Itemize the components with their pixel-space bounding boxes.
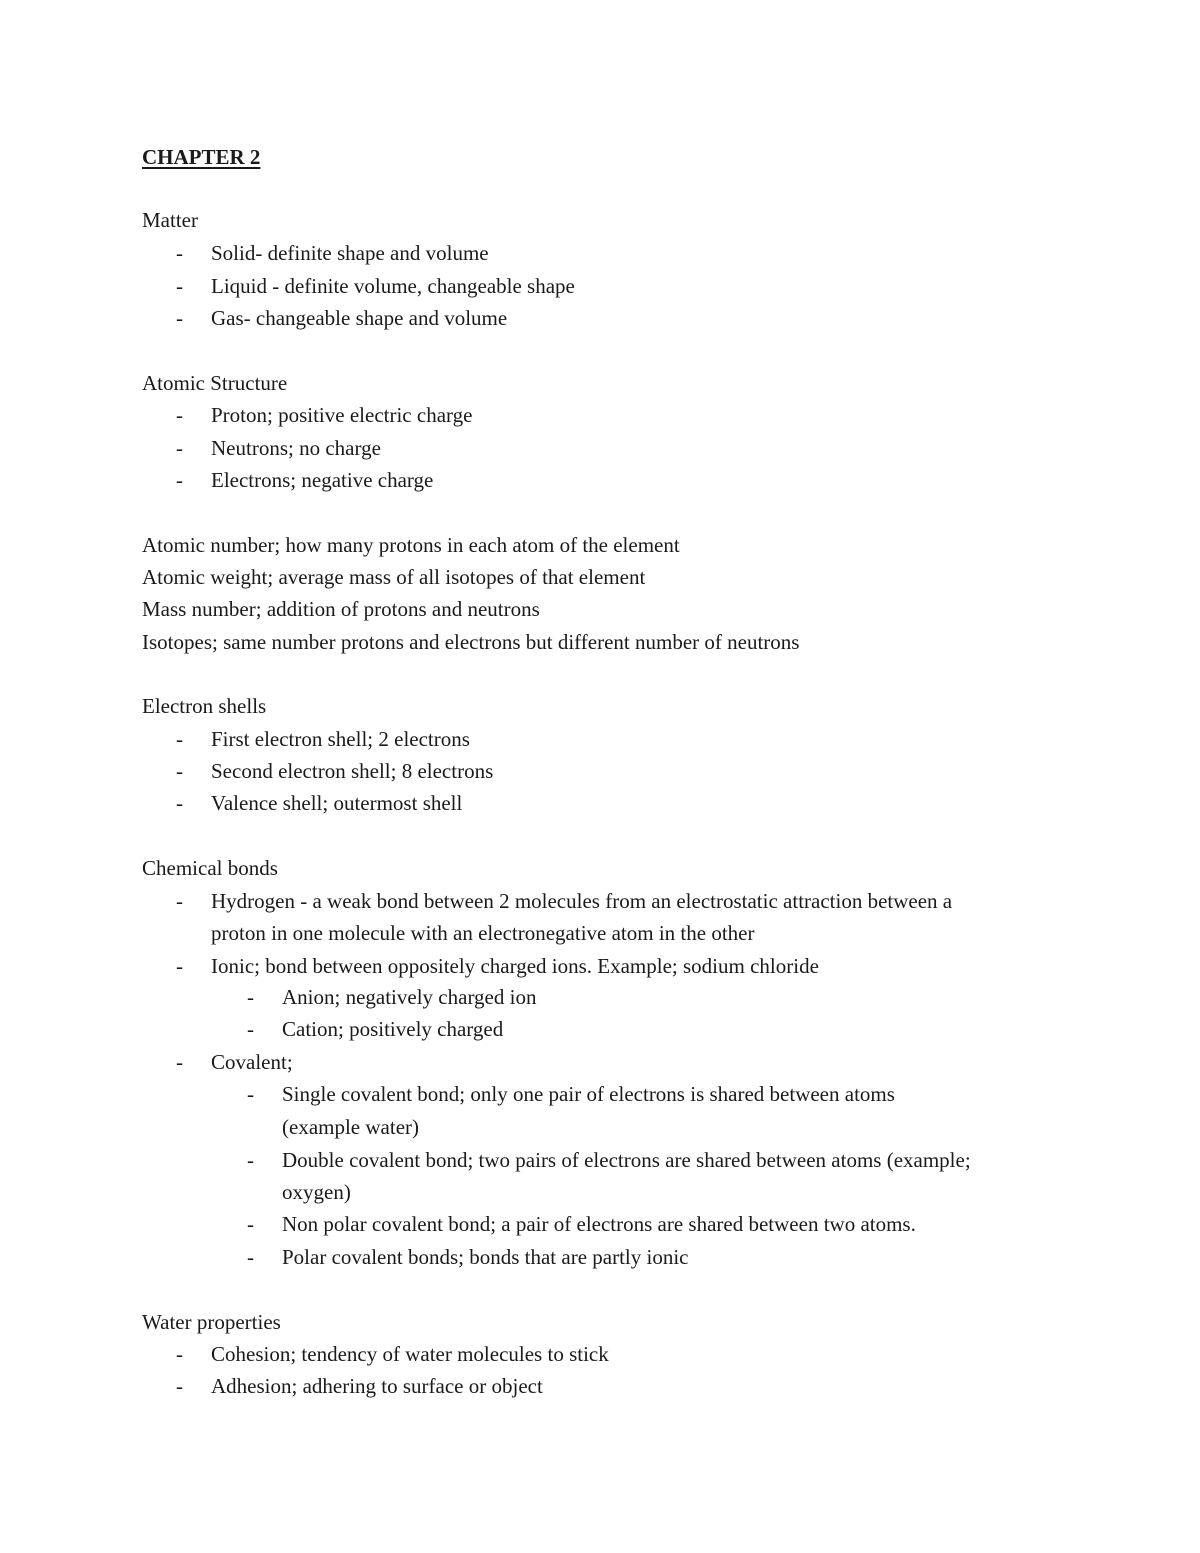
sub-list-item-continuation: oxygen) xyxy=(282,1180,351,1204)
bullet-dash: - xyxy=(176,759,183,783)
list-item-continuation: proton in one molecule with an electronegative atom in the other xyxy=(211,921,755,945)
list-item: Valence shell; outermost shell xyxy=(211,791,463,815)
bullet-dash: - xyxy=(247,985,254,1009)
list-item: Proton; positive electric charge xyxy=(211,403,473,427)
bullet-dash: - xyxy=(247,1245,254,1269)
list-item: Hydrogen - a weak bond between 2 molecules from an electrostatic attraction between a xyxy=(211,889,953,913)
definition-line: Mass number; addition of protons and neutrons xyxy=(142,597,540,621)
bullet-dash: - xyxy=(176,468,183,492)
bullet-dash: - xyxy=(176,954,183,978)
definition-line: Atomic number; how many protons in each atom of the element xyxy=(142,533,680,557)
sub-list-item: Double covalent bond; two pairs of electrons are shared between atoms (example; xyxy=(282,1148,971,1172)
bullet-dash: - xyxy=(176,403,183,427)
page-title: CHAPTER 2 xyxy=(142,145,261,169)
bullet-dash: - xyxy=(176,727,183,751)
sub-list-item: Non polar covalent bond; a pair of electrons are shared between two atoms. xyxy=(282,1212,916,1236)
section-heading-water-properties: Water properties xyxy=(142,1310,281,1334)
section-heading-matter: Matter xyxy=(142,208,198,232)
bullet-dash: - xyxy=(176,1374,183,1398)
list-item: Liquid - definite volume, changeable shape xyxy=(211,274,575,298)
bullet-dash: - xyxy=(176,889,183,913)
bullet-dash: - xyxy=(176,274,183,298)
list-item: Electrons; negative charge xyxy=(211,468,434,492)
bullet-dash: - xyxy=(176,306,183,330)
section-heading-chemical-bonds: Chemical bonds xyxy=(142,856,278,880)
list-item: Ionic; bond between oppositely charged ions. Example; sodium chloride xyxy=(211,954,819,978)
bullet-dash: - xyxy=(176,791,183,815)
bullet-dash: - xyxy=(176,1050,183,1074)
sub-list-item: Anion; negatively charged ion xyxy=(282,985,537,1009)
sub-list-item: Polar covalent bonds; bonds that are partly ionic xyxy=(282,1245,689,1269)
section-heading-atomic-structure: Atomic Structure xyxy=(142,371,288,395)
bullet-dash: - xyxy=(176,1342,183,1366)
sub-list-item: Single covalent bond; only one pair of electrons is shared between atoms xyxy=(282,1082,895,1106)
bullet-dash: - xyxy=(176,436,183,460)
list-item: Adhesion; adhering to surface or object xyxy=(211,1374,543,1398)
bullet-dash: - xyxy=(176,241,183,265)
list-item: Cohesion; tendency of water molecules to stick xyxy=(211,1342,609,1366)
bullet-dash: - xyxy=(247,1148,254,1172)
list-item: First electron shell; 2 electrons xyxy=(211,727,470,751)
section-heading-electron-shells: Electron shells xyxy=(142,694,267,718)
list-item: Second electron shell; 8 electrons xyxy=(211,759,494,783)
bullet-dash: - xyxy=(247,1082,254,1106)
definition-line: Isotopes; same number protons and electrons but different number of neutrons xyxy=(142,630,800,654)
sub-list-item: Cation; positively charged xyxy=(282,1017,504,1041)
bullet-dash: - xyxy=(247,1017,254,1041)
list-item: Solid- definite shape and volume xyxy=(211,241,489,265)
definition-line: Atomic weight; average mass of all isotopes of that element xyxy=(142,565,646,589)
bullet-dash: - xyxy=(247,1212,254,1236)
list-item: Neutrons; no charge xyxy=(211,436,381,460)
list-item: Covalent; xyxy=(211,1050,293,1074)
list-item: Gas- changeable shape and volume xyxy=(211,306,508,330)
sub-list-item-continuation: (example water) xyxy=(282,1115,420,1139)
